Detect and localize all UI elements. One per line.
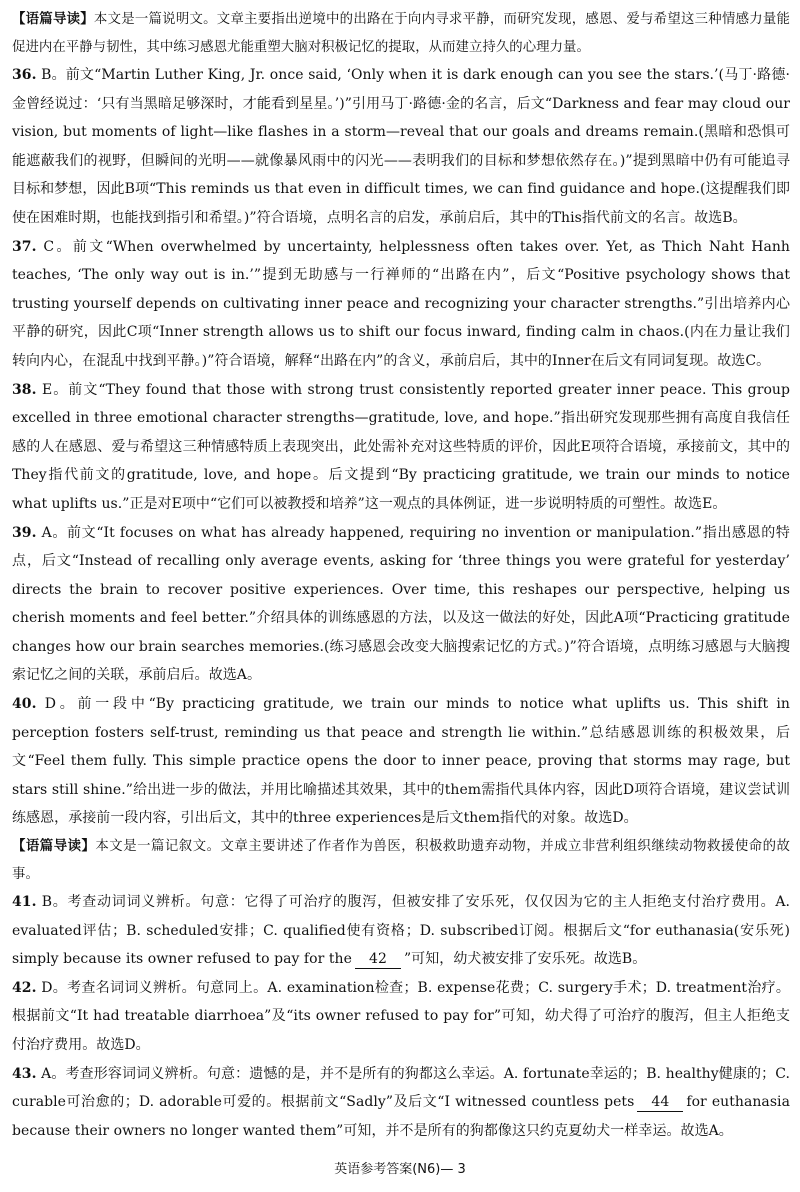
answer-explanation: C。前文“When overwhelmed by uncertainty, helplessness often takes over. Yet, as Thich Naht Hanh teaches, ‘The only way out is in.’”提到无助感与一行禅师的“出路在内”，后文“Positive psychology shows that trusting yourself depends on cultivating inner peace and recognizing your character strengths.”引出培养内心平静的研究，因此C项“Inner strength allows us to shift our focus inward, finding calm in chaos.(内在力量让我们转向内心，在混乱中找到平静。)”符合语境，解释“出路在内”的含义，承前启后，其中的Inner在后文有同词复现。故选C。 bbox=[12, 238, 790, 369]
reading-guide-1 bbox=[12, 6, 790, 61]
reading-guide-text: 本文是一篇说明文。文章主要指出逆境中的出路在于向内寻求平静，而研究发现，感恩、爱与希望这三种情感力量能促进内在平静与韧性，其中练习感恩尤能重塑大脑对积极记忆的提取，从而建立持久的心理力量。 bbox=[12, 12, 790, 55]
answer-explanation: E。前文“They found that those with strong trust consistently reported greater inner peace. This group excelled in three emotional character strengths—gratitude, love, and hope.”指出研究发现那些拥有高度自我信任感的人在感恩、爱与希望这三种情感特质上表现突出，此处需补充对这些特质的评价，因此E项符合语境，承接前文，其中的They指代前文的gratitude, love, and hope。后文提到“By practicing gratitude, we train our minds to notice what uplifts us.”正是对E项中“它们可以被教授和培养”这一观点的具体例证，进一步说明特质的可塑性。故选E。 bbox=[12, 381, 790, 512]
answer-item-38 bbox=[12, 376, 790, 519]
question-number: 41. bbox=[12, 894, 37, 911]
answer-explanation: B。前文“Martin Luther King, Jr. once said, ‘Only when it is dark enough can you see the stars.’(马丁·路德·金曾经说过：‘只有当黑暗足够深时，才能看到星星。’)”引用马丁·路德·金的名言，后文“Darkness and fear may cloud our vision, but moments of light—like flashes in a storm—reveal that our goals and dreams remain.(黑暗和恐惧可能遮蔽我们的视野，但瞬间的光明——就像暴风雨中的闪光——表明我们的目标和梦想依然存在。)”提到黑暗中仍有可能追寻目标和梦想，因此B项“This reminds us that even in difficult times, we can find guidance and hope.(这提醒我们即使在困难时期，也能找到指引和希望。)”符合语境，点明名言的启发，承前启后，其中的This指代前文的名言。故选B。 bbox=[12, 67, 790, 226]
reading-guide-tag: 【语篇导读】 bbox=[12, 12, 94, 27]
question-number: 38. bbox=[12, 381, 37, 398]
answer-item-43 bbox=[12, 1060, 790, 1146]
question-number: 39. bbox=[12, 524, 37, 541]
answer-explanation: A。考查形容词词义辨析。句意：遗憾的是，并不是所有的狗都这么幸运。A. fortunate幸运的；B. healthy健康的；C. curable可治愈的；D. adorable可爱的。根据前文“Sadly”及后文“I witnessed countless pets bbox=[12, 1065, 790, 1111]
reading-guide-text: 本文是一篇记叙文。文章主要讲述了作者作为兽医，积极救助遗弃动物，并成立非营利组织继续动物救援使命的故事。 bbox=[12, 839, 790, 882]
answer-explanation-cont: ”可知，幼犬被安排了安乐死。故选B。 bbox=[403, 951, 647, 968]
answer-item-40 bbox=[12, 690, 790, 833]
answer-item-42 bbox=[12, 974, 790, 1060]
blank-number: 44 bbox=[637, 1093, 683, 1112]
answer-item-41 bbox=[12, 888, 790, 974]
reading-guide-2 bbox=[12, 833, 790, 888]
question-number: 43. bbox=[12, 1065, 37, 1082]
answer-item-39 bbox=[12, 519, 790, 691]
answer-item-37 bbox=[12, 233, 790, 376]
answer-explanation: B。考查动词词义辨析。句意：它得了可治疗的腹泻，但被安排了安乐死，仅仅因为它的主人拒绝支付治疗费用。A. evaluated评估；B. scheduled安排；C. qualified使有资格；D. subscribed订阅。根据后文“for euthanasia(安乐死) simply because its owner refused to pay for the bbox=[12, 894, 790, 968]
question-number: 42. bbox=[12, 979, 37, 996]
blank-number: 42 bbox=[355, 950, 401, 969]
reading-guide-tag: 【语篇导读】 bbox=[12, 839, 96, 855]
answer-page bbox=[12, 6, 790, 1145]
answer-explanation-cont: for euthanasia because their owners no longer wanted them”可知，并不是所有的狗都像这只约克夏幼犬一样幸运。故选A。 bbox=[12, 1094, 790, 1139]
answer-item-36 bbox=[12, 61, 790, 233]
answer-explanation: D。前一段中“By practicing gratitude, we train our minds to notice what uplifts us. This shift in perception fosters self-trust, reminding us that peace and strength lie within.”总结感恩训练的积极效果，后文“Feel them fully. This simple practice opens the door to inner peace, proving that storms may rage, but stars still shine.”给出进一步的做法，并用比喻描述其效果，其中的them需指代具体内容，因此D项符合语境，建议尝试训练感恩，承接前一段内容，引出后文，其中的three experiences是后文them指代的对象。故选D。 bbox=[12, 696, 790, 827]
question-number: 40. bbox=[12, 696, 37, 713]
question-number: 36. bbox=[12, 67, 37, 83]
answer-explanation: A。前文“It focuses on what has already happened, requiring no invention or manipulation.”指出感恩的特点，后文“Instead of recalling only average events, asking for ‘three things you were grateful for yesterday’ directs the brain to recover positive experiences. Over time, this reshapes our perspective, helping us cherish moments and feel better.”介绍具体的训练感恩的方法，以及这一做法的好处，因此A项“Practicing gratitude changes how our brain searches memories.(练习感恩会改变大脑搜索记忆的方式。)”符合语境，点明练习感恩与大脑搜索记忆之间的关联，承前启后。故选A。 bbox=[12, 524, 790, 684]
question-number: 37. bbox=[12, 238, 37, 255]
answer-explanation: D。考查名词词义辨析。句意同上。A. examination检查；B. expense花费；C. surgery手术；D. treatment治疗。根据前文“It had treatable diarrhoea”及“its owner refused to pay for”可知，幼犬得了可治疗的腹泻，但主人拒绝支付治疗费用。故选D。 bbox=[12, 979, 790, 1053]
page-footer: 英语参考答案(N6)— 3 bbox=[334, 1162, 466, 1177]
